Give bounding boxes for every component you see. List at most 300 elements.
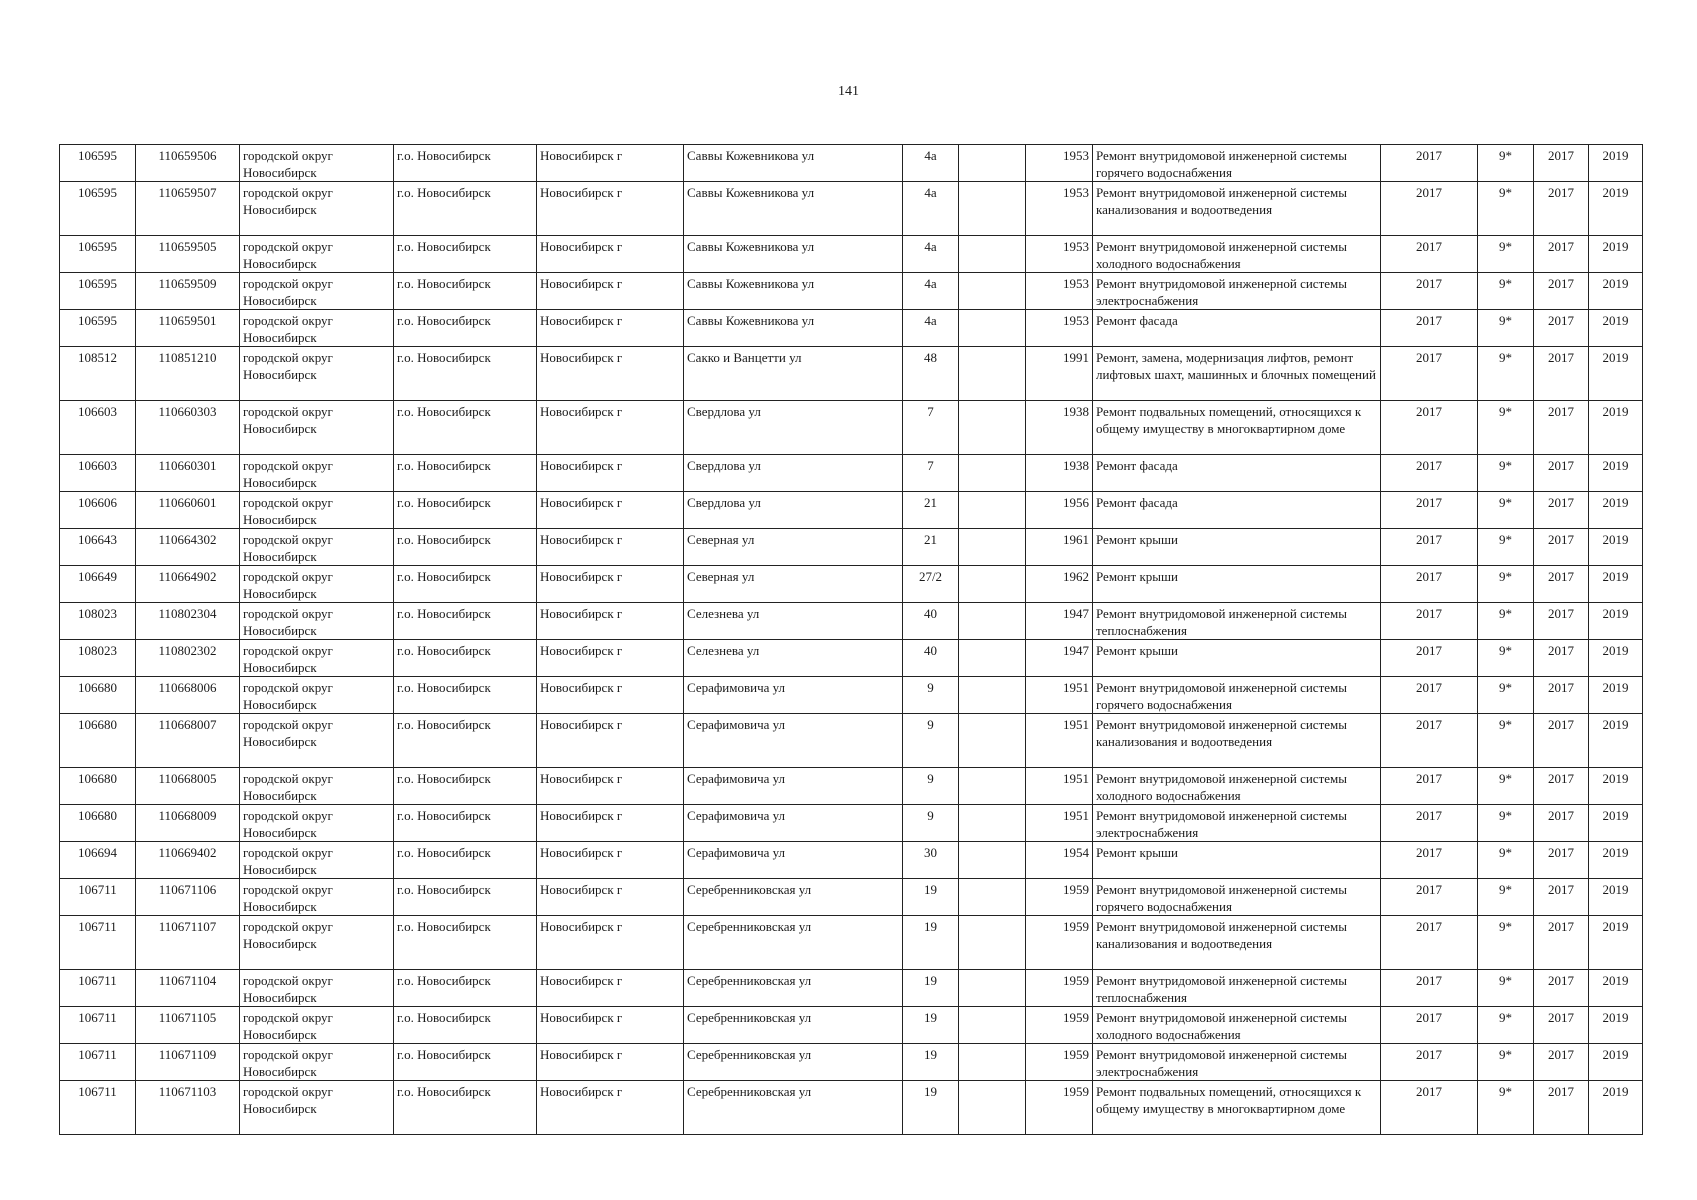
locality-cell: Новосибирск г [537, 347, 684, 401]
code-cell: 9* [1478, 492, 1534, 529]
locality-cell: Новосибирск г [537, 401, 684, 455]
municipal-district-cell: городской округ Новосибирск [240, 529, 394, 566]
start-year-cell: 2017 [1534, 768, 1589, 805]
end-year-cell: 2019 [1589, 566, 1643, 603]
work-type-cell: Ремонт внутридомовой инженерной системы электроснабжения [1093, 805, 1381, 842]
work-type-cell: Ремонт, замена, модернизация лифтов, ремонт лифтовых шахт, машинных и блочных помещений [1093, 347, 1381, 401]
work-type-cell: Ремонт внутридомовой инженерной системы горячего водоснабжения [1093, 145, 1381, 182]
code-cell: 9* [1478, 677, 1534, 714]
building-cell [959, 566, 1026, 603]
plan-year-cell: 2017 [1381, 805, 1478, 842]
house-id-cell: 106680 [60, 805, 136, 842]
house-number-cell: 19 [903, 1081, 959, 1135]
street-cell: Свердлова ул [684, 492, 903, 529]
house-id-cell: 106606 [60, 492, 136, 529]
start-year-cell: 2017 [1534, 677, 1589, 714]
house-id-cell: 106680 [60, 714, 136, 768]
code-cell: 9* [1478, 1007, 1534, 1044]
street-cell: Серафимовича ул [684, 677, 903, 714]
municipal-district-cell: городской округ Новосибирск [240, 640, 394, 677]
work-type-cell: Ремонт внутридомовой инженерной системы холодного водоснабжения [1093, 768, 1381, 805]
house-id-cell: 106595 [60, 182, 136, 236]
settlement-cell: г.о. Новосибирск [394, 970, 537, 1007]
table-row [60, 1081, 1643, 1135]
start-year-cell: 2017 [1534, 1081, 1589, 1135]
construction-year-cell: 1951 [1026, 768, 1093, 805]
code-cell: 9* [1478, 768, 1534, 805]
work-id-cell: 110659507 [136, 182, 240, 236]
work-type-cell: Ремонт фасада [1093, 455, 1381, 492]
locality-cell: Новосибирск г [537, 768, 684, 805]
locality-cell: Новосибирск г [537, 1007, 684, 1044]
settlement-cell: г.о. Новосибирск [394, 492, 537, 529]
end-year-cell: 2019 [1589, 714, 1643, 768]
locality-cell: Новосибирск г [537, 182, 684, 236]
table-row [60, 347, 1643, 401]
end-year-cell: 2019 [1589, 805, 1643, 842]
municipal-district-cell: городской округ Новосибирск [240, 1081, 394, 1135]
house-number-cell: 9 [903, 714, 959, 768]
street-cell: Селезнева ул [684, 640, 903, 677]
house-number-cell: 19 [903, 879, 959, 916]
work-id-cell: 110671106 [136, 879, 240, 916]
municipal-district-cell: городской округ Новосибирск [240, 455, 394, 492]
start-year-cell: 2017 [1534, 805, 1589, 842]
work-id-cell: 110664302 [136, 529, 240, 566]
settlement-cell: г.о. Новосибирск [394, 714, 537, 768]
construction-year-cell: 1956 [1026, 492, 1093, 529]
house-id-cell: 106603 [60, 455, 136, 492]
code-cell: 9* [1478, 1044, 1534, 1081]
code-cell: 9* [1478, 640, 1534, 677]
building-cell [959, 1007, 1026, 1044]
street-cell: Серебренниковская ул [684, 1007, 903, 1044]
locality-cell: Новосибирск г [537, 879, 684, 916]
street-cell: Северная ул [684, 566, 903, 603]
house-number-cell: 4а [903, 182, 959, 236]
end-year-cell: 2019 [1589, 492, 1643, 529]
work-type-cell: Ремонт внутридомовой инженерной системы горячего водоснабжения [1093, 879, 1381, 916]
work-type-cell: Ремонт внутридомовой инженерной системы электроснабжения [1093, 273, 1381, 310]
work-type-cell: Ремонт фасада [1093, 310, 1381, 347]
work-id-cell: 110668006 [136, 677, 240, 714]
settlement-cell: г.о. Новосибирск [394, 805, 537, 842]
work-id-cell: 110671109 [136, 1044, 240, 1081]
construction-year-cell: 1959 [1026, 1044, 1093, 1081]
municipal-district-cell: городской округ Новосибирск [240, 916, 394, 970]
table-row [60, 1007, 1643, 1044]
municipal-district-cell: городской округ Новосибирск [240, 145, 394, 182]
building-cell [959, 970, 1026, 1007]
building-cell [959, 347, 1026, 401]
end-year-cell: 2019 [1589, 603, 1643, 640]
end-year-cell: 2019 [1589, 1044, 1643, 1081]
start-year-cell: 2017 [1534, 455, 1589, 492]
construction-year-cell: 1959 [1026, 970, 1093, 1007]
house-id-cell: 106595 [60, 310, 136, 347]
locality-cell: Новосибирск г [537, 1044, 684, 1081]
municipal-district-cell: городской округ Новосибирск [240, 310, 394, 347]
municipal-district-cell: городской округ Новосибирск [240, 566, 394, 603]
municipal-district-cell: городской округ Новосибирск [240, 273, 394, 310]
code-cell: 9* [1478, 236, 1534, 273]
settlement-cell: г.о. Новосибирск [394, 529, 537, 566]
work-id-cell: 110659501 [136, 310, 240, 347]
settlement-cell: г.о. Новосибирск [394, 768, 537, 805]
plan-year-cell: 2017 [1381, 347, 1478, 401]
house-id-cell: 106595 [60, 236, 136, 273]
house-id-cell: 106680 [60, 677, 136, 714]
table-row [60, 182, 1643, 236]
house-number-cell: 9 [903, 677, 959, 714]
end-year-cell: 2019 [1589, 842, 1643, 879]
plan-year-cell: 2017 [1381, 236, 1478, 273]
building-cell [959, 640, 1026, 677]
work-id-cell: 110668007 [136, 714, 240, 768]
building-cell [959, 714, 1026, 768]
locality-cell: Новосибирск г [537, 805, 684, 842]
street-cell: Селезнева ул [684, 603, 903, 640]
street-cell: Саввы Кожевникова ул [684, 310, 903, 347]
start-year-cell: 2017 [1534, 273, 1589, 310]
street-cell: Саввы Кожевникова ул [684, 145, 903, 182]
table-row [60, 236, 1643, 273]
house-id-cell: 106603 [60, 401, 136, 455]
start-year-cell: 2017 [1534, 970, 1589, 1007]
end-year-cell: 2019 [1589, 347, 1643, 401]
table-row [60, 640, 1643, 677]
street-cell: Серафимовича ул [684, 714, 903, 768]
building-cell [959, 182, 1026, 236]
work-id-cell: 110669402 [136, 842, 240, 879]
street-cell: Сакко и Ванцетти ул [684, 347, 903, 401]
municipal-district-cell: городской округ Новосибирск [240, 492, 394, 529]
work-id-cell: 110851210 [136, 347, 240, 401]
settlement-cell: г.о. Новосибирск [394, 455, 537, 492]
work-type-cell: Ремонт крыши [1093, 529, 1381, 566]
table-row [60, 603, 1643, 640]
table-row [60, 879, 1643, 916]
construction-year-cell: 1959 [1026, 879, 1093, 916]
end-year-cell: 2019 [1589, 529, 1643, 566]
locality-cell: Новосибирск г [537, 842, 684, 879]
plan-year-cell: 2017 [1381, 768, 1478, 805]
municipal-district-cell: городской округ Новосибирск [240, 768, 394, 805]
municipal-district-cell: городской округ Новосибирск [240, 236, 394, 273]
table-row [60, 842, 1643, 879]
plan-year-cell: 2017 [1381, 1007, 1478, 1044]
house-number-cell: 9 [903, 768, 959, 805]
house-number-cell: 9 [903, 805, 959, 842]
table-row [60, 566, 1643, 603]
end-year-cell: 2019 [1589, 768, 1643, 805]
building-cell [959, 1081, 1026, 1135]
construction-year-cell: 1961 [1026, 529, 1093, 566]
locality-cell: Новосибирск г [537, 455, 684, 492]
house-number-cell: 4а [903, 310, 959, 347]
table-row [60, 768, 1643, 805]
work-id-cell: 110671107 [136, 916, 240, 970]
house-id-cell: 106711 [60, 970, 136, 1007]
locality-cell: Новосибирск г [537, 566, 684, 603]
work-type-cell: Ремонт крыши [1093, 566, 1381, 603]
plan-year-cell: 2017 [1381, 879, 1478, 916]
building-cell [959, 1044, 1026, 1081]
plan-year-cell: 2017 [1381, 916, 1478, 970]
work-type-cell: Ремонт внутридомовой инженерной системы горячего водоснабжения [1093, 677, 1381, 714]
work-id-cell: 110659505 [136, 236, 240, 273]
house-id-cell: 106595 [60, 273, 136, 310]
settlement-cell: г.о. Новосибирск [394, 916, 537, 970]
municipal-district-cell: городской округ Новосибирск [240, 401, 394, 455]
work-type-cell: Ремонт внутридомовой инженерной системы электроснабжения [1093, 1044, 1381, 1081]
end-year-cell: 2019 [1589, 236, 1643, 273]
street-cell: Серебренниковская ул [684, 1081, 903, 1135]
settlement-cell: г.о. Новосибирск [394, 1007, 537, 1044]
municipal-district-cell: городской округ Новосибирск [240, 805, 394, 842]
start-year-cell: 2017 [1534, 347, 1589, 401]
work-type-cell: Ремонт подвальных помещений, относящихся к общему имуществу в многоквартирном доме [1093, 401, 1381, 455]
table-body [60, 145, 1643, 1135]
house-number-cell: 4а [903, 236, 959, 273]
street-cell: Серебренниковская ул [684, 916, 903, 970]
construction-year-cell: 1951 [1026, 714, 1093, 768]
table-row [60, 401, 1643, 455]
plan-year-cell: 2017 [1381, 566, 1478, 603]
construction-year-cell: 1959 [1026, 916, 1093, 970]
street-cell: Северная ул [684, 529, 903, 566]
start-year-cell: 2017 [1534, 1044, 1589, 1081]
municipal-district-cell: городской округ Новосибирск [240, 1044, 394, 1081]
work-type-cell: Ремонт внутридомовой инженерной системы холодного водоснабжения [1093, 1007, 1381, 1044]
construction-year-cell: 1953 [1026, 273, 1093, 310]
plan-year-cell: 2017 [1381, 455, 1478, 492]
start-year-cell: 2017 [1534, 603, 1589, 640]
municipal-district-cell: городской округ Новосибирск [240, 879, 394, 916]
code-cell: 9* [1478, 805, 1534, 842]
plan-year-cell: 2017 [1381, 145, 1478, 182]
street-cell: Свердлова ул [684, 455, 903, 492]
construction-year-cell: 1991 [1026, 347, 1093, 401]
locality-cell: Новосибирск г [537, 714, 684, 768]
street-cell: Саввы Кожевникова ул [684, 236, 903, 273]
house-id-cell: 106649 [60, 566, 136, 603]
building-cell [959, 916, 1026, 970]
work-id-cell: 110664902 [136, 566, 240, 603]
start-year-cell: 2017 [1534, 236, 1589, 273]
house-id-cell: 106595 [60, 145, 136, 182]
settlement-cell: г.о. Новосибирск [394, 182, 537, 236]
settlement-cell: г.о. Новосибирск [394, 145, 537, 182]
building-cell [959, 529, 1026, 566]
work-id-cell: 110660301 [136, 455, 240, 492]
start-year-cell: 2017 [1534, 640, 1589, 677]
house-id-cell: 108023 [60, 603, 136, 640]
end-year-cell: 2019 [1589, 273, 1643, 310]
street-cell: Серафимовича ул [684, 768, 903, 805]
work-type-cell: Ремонт крыши [1093, 640, 1381, 677]
locality-cell: Новосибирск г [537, 529, 684, 566]
street-cell: Серафимовича ул [684, 805, 903, 842]
plan-year-cell: 2017 [1381, 492, 1478, 529]
locality-cell: Новосибирск г [537, 916, 684, 970]
building-cell [959, 805, 1026, 842]
street-cell: Саввы Кожевникова ул [684, 273, 903, 310]
work-id-cell: 110668009 [136, 805, 240, 842]
locality-cell: Новосибирск г [537, 236, 684, 273]
work-id-cell: 110802304 [136, 603, 240, 640]
settlement-cell: г.о. Новосибирск [394, 310, 537, 347]
work-id-cell: 110660303 [136, 401, 240, 455]
code-cell: 9* [1478, 970, 1534, 1007]
table-row [60, 455, 1643, 492]
settlement-cell: г.о. Новосибирск [394, 566, 537, 603]
plan-year-cell: 2017 [1381, 182, 1478, 236]
house-number-cell: 19 [903, 970, 959, 1007]
construction-year-cell: 1954 [1026, 842, 1093, 879]
plan-year-cell: 2017 [1381, 842, 1478, 879]
work-type-cell: Ремонт внутридомовой инженерной системы холодного водоснабжения [1093, 236, 1381, 273]
work-id-cell: 110659506 [136, 145, 240, 182]
work-type-cell: Ремонт внутридомовой инженерной системы канализования и водоотведения [1093, 182, 1381, 236]
building-cell [959, 842, 1026, 879]
construction-year-cell: 1951 [1026, 677, 1093, 714]
house-number-cell: 19 [903, 1007, 959, 1044]
code-cell: 9* [1478, 310, 1534, 347]
code-cell: 9* [1478, 714, 1534, 768]
code-cell: 9* [1478, 1081, 1534, 1135]
page-number: 141 [838, 84, 859, 99]
house-number-cell: 21 [903, 529, 959, 566]
work-type-cell: Ремонт подвальных помещений, относящихся к общему имуществу в многоквартирном доме [1093, 1081, 1381, 1135]
municipal-district-cell: городской округ Новосибирск [240, 677, 394, 714]
plan-year-cell: 2017 [1381, 1081, 1478, 1135]
construction-year-cell: 1938 [1026, 401, 1093, 455]
house-number-cell: 19 [903, 916, 959, 970]
work-type-cell: Ремонт внутридомовой инженерной системы теплоснабжения [1093, 970, 1381, 1007]
table-row [60, 805, 1643, 842]
work-type-cell: Ремонт фасада [1093, 492, 1381, 529]
code-cell: 9* [1478, 916, 1534, 970]
end-year-cell: 2019 [1589, 640, 1643, 677]
construction-year-cell: 1951 [1026, 805, 1093, 842]
construction-year-cell: 1947 [1026, 640, 1093, 677]
construction-year-cell: 1962 [1026, 566, 1093, 603]
end-year-cell: 2019 [1589, 182, 1643, 236]
construction-year-cell: 1953 [1026, 310, 1093, 347]
end-year-cell: 2019 [1589, 677, 1643, 714]
house-number-cell: 4а [903, 273, 959, 310]
building-cell [959, 401, 1026, 455]
start-year-cell: 2017 [1534, 401, 1589, 455]
construction-year-cell: 1953 [1026, 236, 1093, 273]
plan-year-cell: 2017 [1381, 529, 1478, 566]
end-year-cell: 2019 [1589, 401, 1643, 455]
plan-year-cell: 2017 [1381, 603, 1478, 640]
code-cell: 9* [1478, 401, 1534, 455]
municipal-district-cell: городской округ Новосибирск [240, 714, 394, 768]
locality-cell: Новосибирск г [537, 273, 684, 310]
code-cell: 9* [1478, 347, 1534, 401]
plan-year-cell: 2017 [1381, 310, 1478, 347]
work-id-cell: 110671104 [136, 970, 240, 1007]
settlement-cell: г.о. Новосибирск [394, 347, 537, 401]
end-year-cell: 2019 [1589, 916, 1643, 970]
locality-cell: Новосибирск г [537, 145, 684, 182]
work-id-cell: 110668005 [136, 768, 240, 805]
settlement-cell: г.о. Новосибирск [394, 1081, 537, 1135]
start-year-cell: 2017 [1534, 529, 1589, 566]
building-cell [959, 455, 1026, 492]
municipal-district-cell: городской округ Новосибирск [240, 1007, 394, 1044]
table-row [60, 492, 1643, 529]
code-cell: 9* [1478, 273, 1534, 310]
locality-cell: Новосибирск г [537, 1081, 684, 1135]
start-year-cell: 2017 [1534, 492, 1589, 529]
end-year-cell: 2019 [1589, 879, 1643, 916]
house-id-cell: 106680 [60, 768, 136, 805]
house-id-cell: 106711 [60, 1044, 136, 1081]
plan-year-cell: 2017 [1381, 273, 1478, 310]
building-cell [959, 492, 1026, 529]
locality-cell: Новосибирск г [537, 640, 684, 677]
code-cell: 9* [1478, 842, 1534, 879]
construction-year-cell: 1953 [1026, 182, 1093, 236]
house-id-cell: 106711 [60, 879, 136, 916]
settlement-cell: г.о. Новосибирск [394, 1044, 537, 1081]
code-cell: 9* [1478, 529, 1534, 566]
building-cell [959, 603, 1026, 640]
house-id-cell: 108512 [60, 347, 136, 401]
table-row [60, 310, 1643, 347]
house-number-cell: 40 [903, 603, 959, 640]
street-cell: Серебренниковская ул [684, 970, 903, 1007]
work-type-cell: Ремонт внутридомовой инженерной системы канализования и водоотведения [1093, 916, 1381, 970]
plan-year-cell: 2017 [1381, 714, 1478, 768]
settlement-cell: г.о. Новосибирск [394, 640, 537, 677]
street-cell: Свердлова ул [684, 401, 903, 455]
house-id-cell: 106694 [60, 842, 136, 879]
locality-cell: Новосибирск г [537, 970, 684, 1007]
table-row [60, 714, 1643, 768]
construction-year-cell: 1953 [1026, 145, 1093, 182]
settlement-cell: г.о. Новосибирск [394, 603, 537, 640]
house-number-cell: 7 [903, 401, 959, 455]
work-id-cell: 110802302 [136, 640, 240, 677]
end-year-cell: 2019 [1589, 145, 1643, 182]
start-year-cell: 2017 [1534, 842, 1589, 879]
building-cell [959, 273, 1026, 310]
settlement-cell: г.о. Новосибирск [394, 273, 537, 310]
start-year-cell: 2017 [1534, 145, 1589, 182]
locality-cell: Новосибирск г [537, 492, 684, 529]
house-id-cell: 106711 [60, 916, 136, 970]
house-number-cell: 48 [903, 347, 959, 401]
municipal-district-cell: городской округ Новосибирск [240, 347, 394, 401]
start-year-cell: 2017 [1534, 566, 1589, 603]
table-row [60, 1044, 1643, 1081]
code-cell: 9* [1478, 603, 1534, 640]
start-year-cell: 2017 [1534, 310, 1589, 347]
house-number-cell: 19 [903, 1044, 959, 1081]
plan-year-cell: 2017 [1381, 970, 1478, 1007]
work-id-cell: 110659509 [136, 273, 240, 310]
work-type-cell: Ремонт крыши [1093, 842, 1381, 879]
settlement-cell: г.о. Новосибирск [394, 401, 537, 455]
building-cell [959, 310, 1026, 347]
building-cell [959, 677, 1026, 714]
settlement-cell: г.о. Новосибирск [394, 842, 537, 879]
